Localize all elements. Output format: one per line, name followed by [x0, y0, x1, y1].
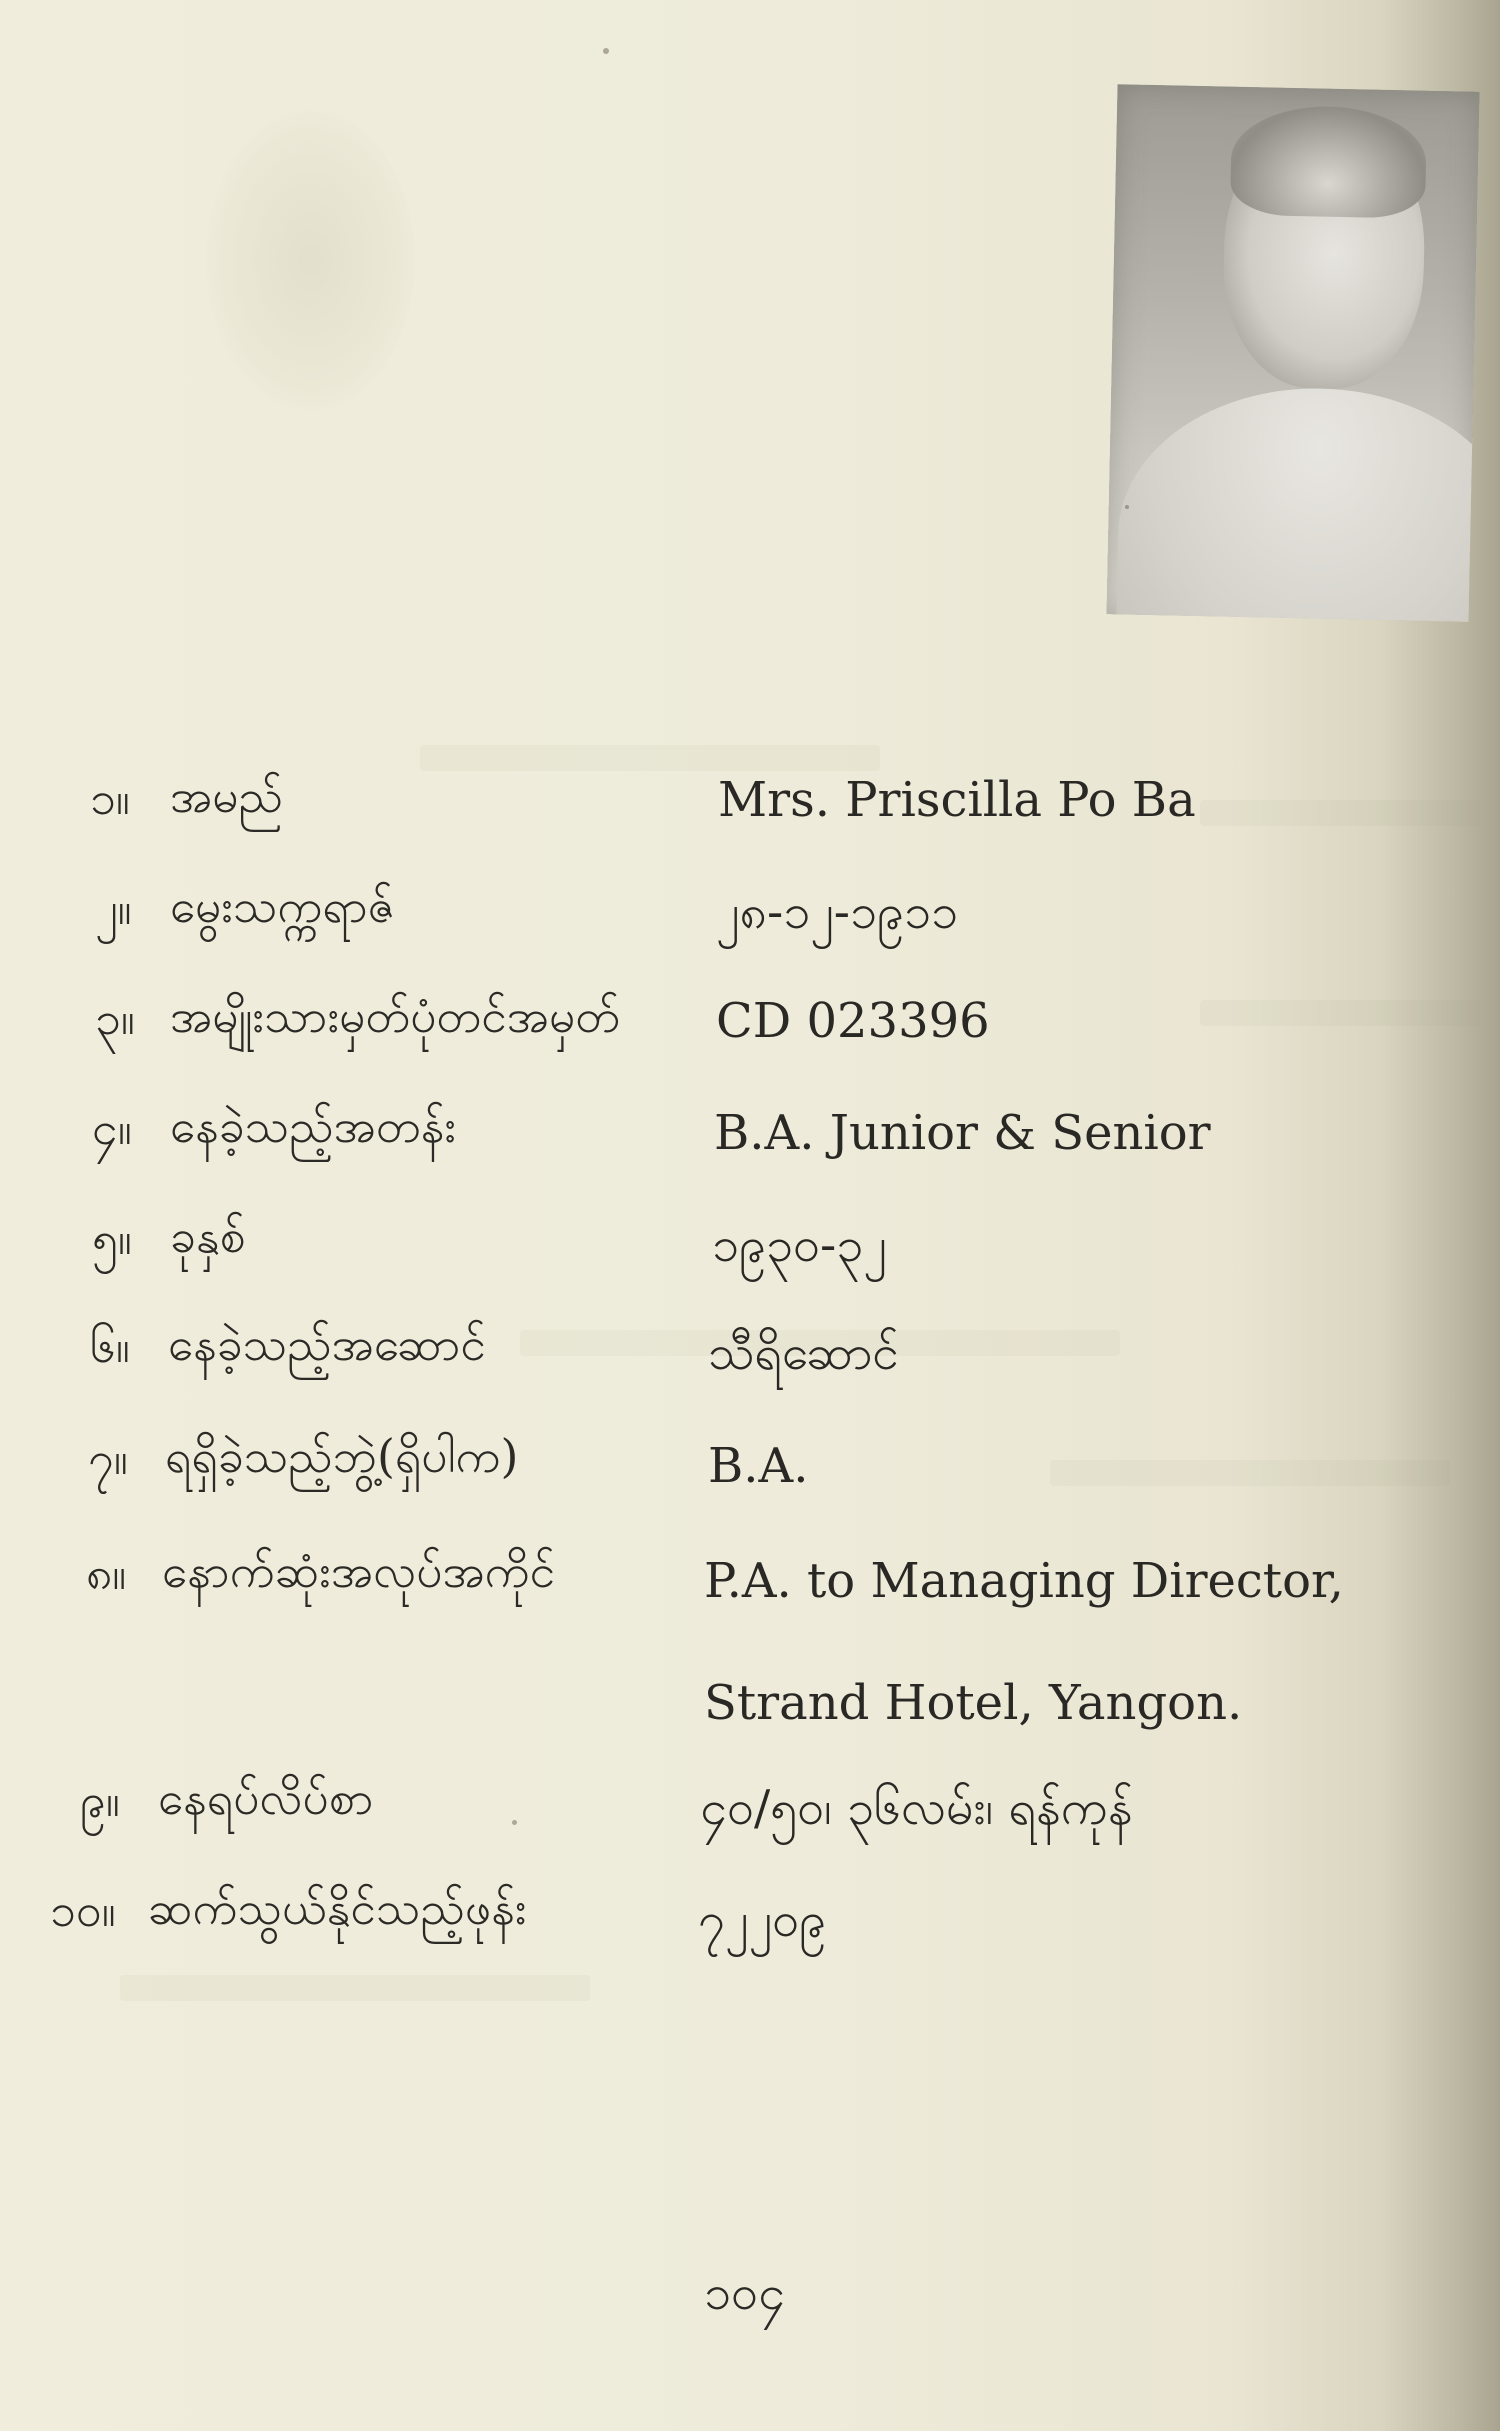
entry-number: ၁။: [90, 771, 130, 825]
entry-value-last-occupation: P.A. to Managing Director,: [704, 1553, 1344, 1609]
bleed-through-text: [1200, 800, 1480, 826]
paper-speck: [1125, 505, 1129, 509]
entry-value-degree: B.A.: [708, 1438, 809, 1494]
page-number: ၁၀၄: [704, 2265, 785, 2321]
entry-label-name: အမည်: [170, 769, 283, 823]
bleed-through-text: [420, 745, 880, 771]
paper-speck: [603, 48, 609, 54]
bleed-through-text: [120, 1975, 590, 2001]
entry-number: ၂။: [95, 881, 132, 935]
entry-number: ၉။: [80, 1773, 120, 1827]
paper-speck: [512, 1820, 517, 1825]
entry-value-name: Mrs. Priscilla Po Ba: [718, 772, 1196, 828]
entry-label-class-attended: နေခဲ့သည့်အတန်း: [170, 1099, 457, 1153]
entry-value-birthdate: ၂၈-၁၂-၁၉၁၁: [716, 884, 959, 940]
entry-value-national-id: CD 023396: [716, 993, 990, 1049]
portrait-shoulders: [1115, 384, 1479, 621]
entry-label-address: နေရပ်လိပ်စာ: [158, 1771, 374, 1825]
entry-label-years: ခုနှစ်: [170, 1209, 246, 1263]
entry-number: ၆။: [90, 1319, 130, 1373]
bleed-through-text: [1200, 1000, 1480, 1026]
entry-value-last-occupation-line2: Strand Hotel, Yangon.: [704, 1675, 1243, 1731]
entry-value-hostel: သီရိဆောင်: [708, 1325, 899, 1381]
entry-label-birthdate: မွေးသက္ကရာဇ်: [170, 879, 396, 933]
entry-number: ၁၀။: [50, 1883, 116, 1937]
entry-label-phone: ဆက်သွယ်နိုင်သည့်ဖုန်း: [148, 1881, 527, 1935]
entry-label-hostel: နေခဲ့သည့်အဆောင်: [168, 1317, 486, 1371]
entry-label-degree: ရရှိခဲ့သည့်ဘွဲ့(ရှိပါက): [165, 1429, 519, 1483]
entry-number: ၈။: [86, 1546, 127, 1600]
portrait-hair: [1230, 105, 1427, 219]
bleed-through-text: [1050, 1460, 1450, 1486]
entry-value-years: ၁၉၃၀-၃၂: [712, 1217, 887, 1273]
portrait-photo: [1106, 84, 1479, 621]
entry-value-phone: ၇၂၂၀၉: [698, 1892, 827, 1948]
entry-number: ၄။: [92, 1101, 132, 1155]
entry-label-national-id: အမျိုးသားမှတ်ပုံတင်အမှတ်: [170, 989, 621, 1043]
entry-number: ၇။: [88, 1431, 128, 1485]
entry-label-last-occupation: နောက်ဆုံးအလုပ်အကိုင်: [162, 1544, 556, 1598]
entry-value-class-attended: B.A. Junior & Senior: [714, 1105, 1211, 1161]
entry-value-address: ၄၀/၅၀၊ ၃၆လမ်း၊ ရန်ကုန်: [700, 1780, 1133, 1836]
entry-number: ၅။: [92, 1211, 132, 1265]
bleed-through-portrait: [205, 110, 415, 410]
entry-number: ၃။: [95, 991, 135, 1045]
